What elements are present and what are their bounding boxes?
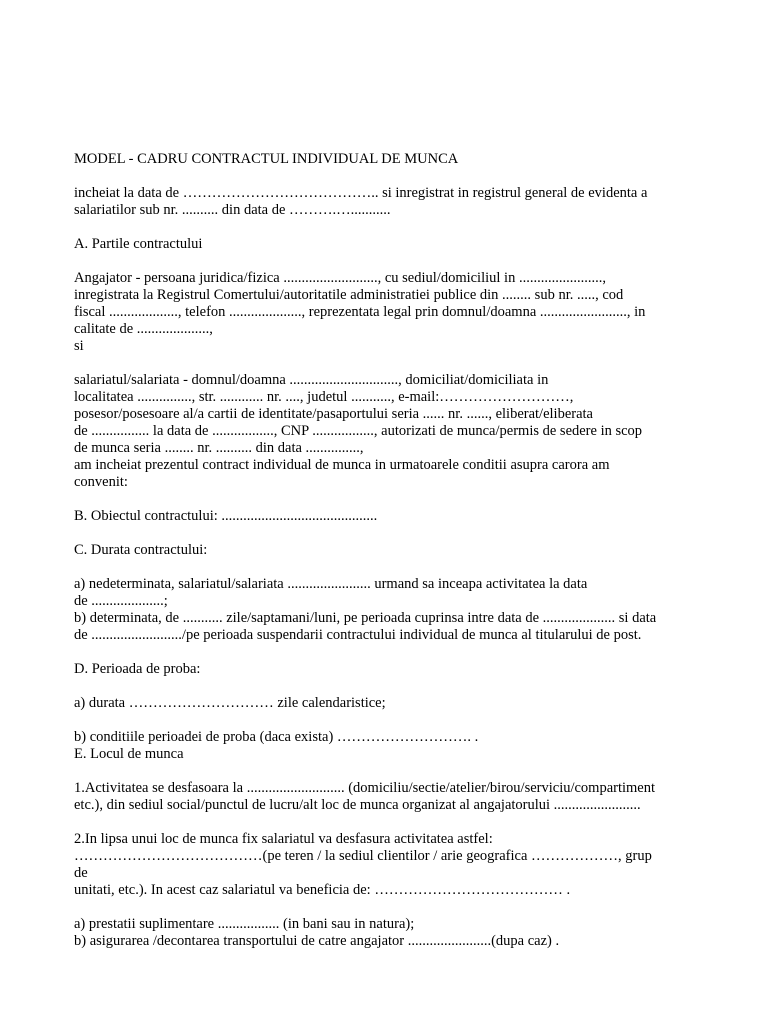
- employer-line: fiscal ..................., telefon ...................., reprezentata legal prin domnul/doamna ........................, in: [74, 304, 646, 320]
- employee-line: convenit:: [74, 474, 128, 490]
- spacer: [74, 525, 704, 542]
- section-c-a-line: a) nedeterminata, salariatul/salariata ....................... urmand sa inceapa activitatea la data: [74, 576, 588, 592]
- employee-line: am incheiat prezentul contract individual de munca in urmatoarele conditii asupra carora am: [74, 457, 610, 473]
- section-c-heading: C. Durata contractului:: [74, 542, 208, 558]
- section-d-a: a) durata ………………………… zile calendaristice;: [74, 695, 386, 711]
- spacer: [74, 559, 704, 576]
- employer-line: si: [74, 338, 84, 354]
- spacer: [74, 219, 704, 236]
- benefit-line: a) prestatii suplimentare ................. (in bani sau in natura);: [74, 916, 415, 932]
- spacer: [74, 168, 704, 185]
- benefit-line: b) asigurarea /decontarea transportului de catre angajator .......................(dupa caz) .: [74, 933, 560, 949]
- employee-line: salariatul/salariata - domnul/doamna .............................., domiciliat/domiciliata in: [74, 372, 549, 388]
- spacer: [74, 712, 704, 729]
- document-title: MODEL - CADRU CONTRACTUL INDIVIDUAL DE MUNCA: [74, 151, 459, 167]
- spacer: [74, 644, 704, 661]
- employee-line: localitatea ..............., str. ............ nr. ...., judetul ..........., e-mail:………………………,: [74, 389, 574, 405]
- spacer: [74, 253, 704, 270]
- section-e-2-line: …………………………………(pe teren / la sediul clientilor / arie geografica ………………, grup: [74, 848, 652, 864]
- section-c-b-line: b) determinata, de ........... zile/saptamani/luni, pe perioada cuprinsa intre data de .................... si data: [74, 610, 657, 626]
- section-e-2-line: 2.In lipsa unui loc de munca fix salariatul va desfasura activitatea astfel:: [74, 831, 493, 847]
- section-a-heading: A. Partile contractului: [74, 236, 203, 252]
- section-d-heading: D. Perioada de proba:: [74, 661, 201, 677]
- section-e-1-line: etc.), din sediul social/punctul de lucru/alt loc de munca organizat al angajatorului ........................: [74, 797, 641, 813]
- employer-line: inregistrata la Registrul Comertului/autoritatile administratiei publice din ........ sub nr. ....., cod: [74, 287, 624, 303]
- spacer: [74, 491, 704, 508]
- spacer: [74, 763, 704, 780]
- employee-line: posesor/posesoare al/a cartii de identitate/pasaportului seria ...... nr. ......, eliberat/eliberata: [74, 406, 593, 422]
- spacer: [74, 899, 704, 916]
- section-d-b: b) conditiile perioadei de proba (daca exista) ………………………. .: [74, 729, 479, 745]
- intro-line: salariatilor sub nr. .......... din data de ……….…...........: [74, 202, 391, 218]
- spacer: [74, 678, 704, 695]
- employer-line: calitate de ....................,: [74, 321, 213, 337]
- spacer: [74, 814, 704, 831]
- section-b: B. Obiectul contractului: ...........................................: [74, 508, 378, 524]
- employee-line: de munca seria ........ nr. .......... din data ...............,: [74, 440, 364, 456]
- section-c-b-line: de ........................./pe perioada suspendarii contractului individual de munca al titularului de post.: [74, 627, 642, 643]
- intro-line: incheiat la data de ………………………………….. si inregistrat in registrul general de evidenta a: [74, 185, 648, 201]
- section-e-heading: E. Locul de munca: [74, 746, 184, 762]
- employee-line: de ................ la data de ................., CNP ................., autorizati de munca/permis de sedere in scop: [74, 423, 643, 439]
- section-e-2-line: de: [74, 865, 88, 881]
- section-c-a-line: de ....................;: [74, 593, 168, 609]
- document-body: [74, 151, 704, 950]
- spacer: [74, 355, 704, 372]
- section-e-1-line: 1.Activitatea se desfasoara la ........................... (domiciliu/sectie/atelier/birou/serviciu/compartiment: [74, 780, 656, 796]
- section-e-2-line: unitati, etc.). In acest caz salariatul va beneficia de: ………………………………… .: [74, 882, 571, 898]
- employer-line: Angajator - persoana juridica/fizica .........................., cu sediul/domiciliul in .......................,: [74, 270, 606, 286]
